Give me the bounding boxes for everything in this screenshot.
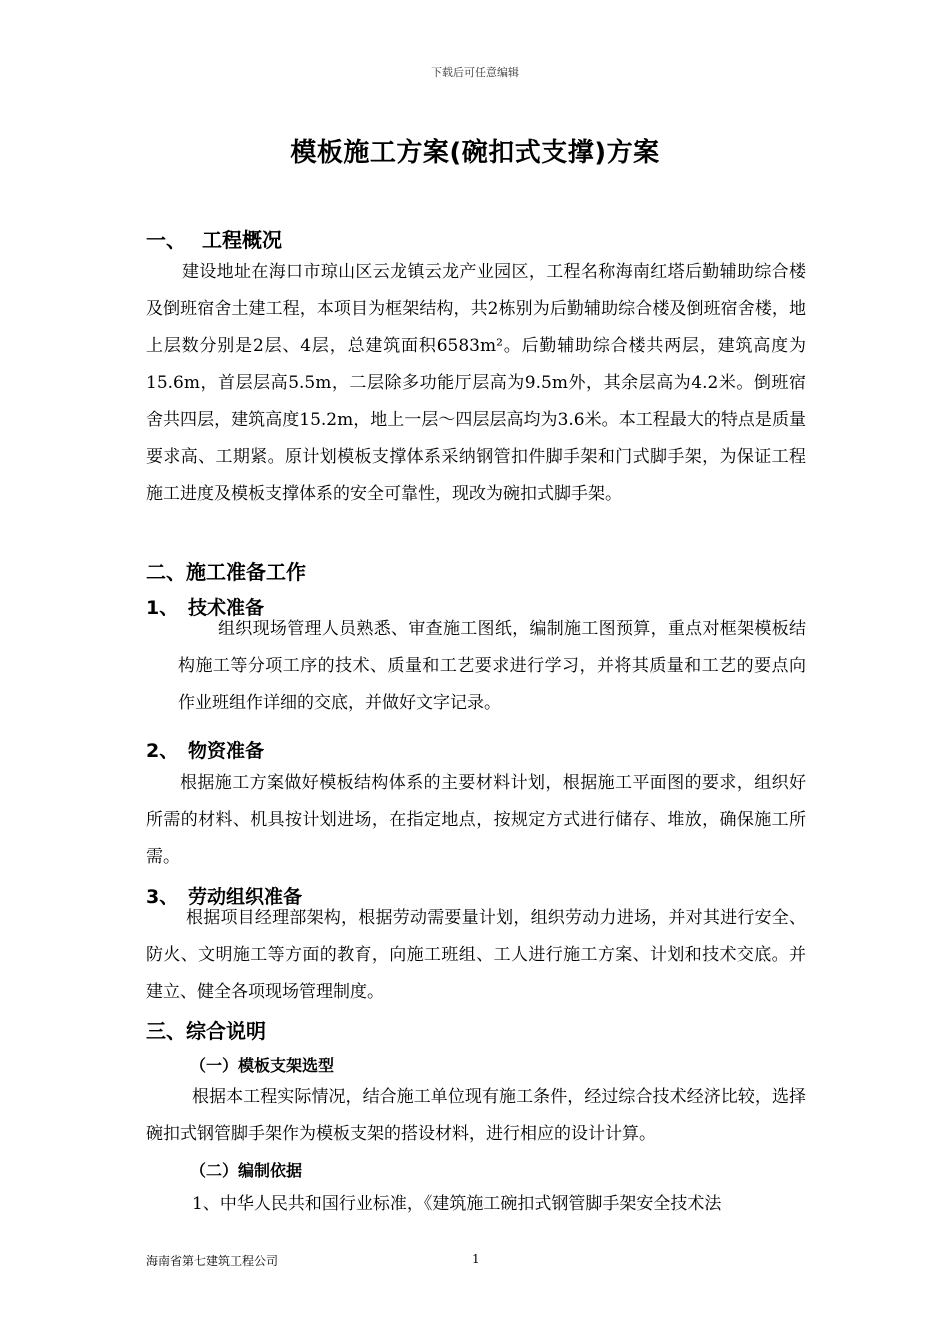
- subsection-2-3-paragraph: 根据项目经理部架构，根据劳动需要量计划，组织劳动力进场，并对其进行安全、防火、文明施工等方面的教育，向施工班组、工人进行施工方案、计划和技术交底。并建立、健全各项现场管理制度。: [146, 908, 806, 1002]
- section-2-heading: 二、施工准备工作: [146, 560, 306, 584]
- section-1-paragraph: 建设地址在海口市琼山区云龙镇云龙产业园区，工程名称海南红塔后勤辅助综合楼及倒班宿舍土建工程，本项目为框架结构，共2栋别为后勤辅助综合楼及倒班宿舍楼，地上层数分别是2层、4层，总建筑面积6583m²。后勤辅助综合楼共两层，建筑高度为15.6m，首层层高5.5m，二层除多功能厅层高为9.5m外，其余层高为4.2米。倒班宿舍共四层，建筑高度15.2m，地上一层～四层层高均为3.6米。本工程最大的特点是质量要求高、工期紧。原计划模板支撑体系采纳钢管扣件脚手架和门式脚手架，为保证工程施工进度及模板支撑体系的安全可靠性，现改为碗扣式脚手架。: [146, 262, 806, 504]
- section-1-number: 一、: [146, 228, 186, 252]
- subsection-3-2-paragraph: 1、中华人民共和国行业标准，《建筑施工碗扣式钢管脚手架安全技术法: [192, 1194, 722, 1214]
- subsection-2-2-title: 物资准备: [188, 740, 265, 762]
- header-note: 下载后可任意编辑: [431, 66, 519, 79]
- section-3-heading: 三、综合说明: [146, 1019, 266, 1043]
- subsection-2-2-number: 2、: [146, 740, 179, 762]
- subsection-2-1-number: 1、: [146, 597, 179, 619]
- document-title: 模板施工方案(碗扣式支撑)方案: [290, 138, 660, 168]
- subsection-3-2-heading: （二）编制依据: [190, 1161, 303, 1180]
- subsection-3-1-heading: （一）模板支架选型: [190, 1056, 335, 1075]
- section-1-heading: [146, 224, 282, 253]
- subsection-2-3-title: 劳动组织准备: [188, 886, 303, 908]
- subsection-2-2-heading: [146, 736, 264, 763]
- subsection-3-1-paragraph: 根据本工程实际情况，结合施工单位现有施工条件，经过综合技术经济比较，选择碗扣式钢管脚手架作为模板支架的搭设材料，进行相应的设计计算。: [146, 1087, 806, 1144]
- subsection-2-3-number: 3、: [146, 886, 179, 908]
- footer-page-number: 1: [472, 1252, 480, 1266]
- section-1-title: 工程概况: [202, 228, 282, 252]
- subsection-2-1-paragraph: 组织现场管理人员熟悉、审查施工图纸，编制施工图预算，重点对框架模板结构施工等分项工序的技术、质量和工艺要求进行学习，并将其质量和工艺的要点向作业班组作详细的交底，并做好文字记录。: [178, 619, 806, 713]
- subsection-2-2-paragraph: 根据施工方案做好模板结构体系的主要材料计划，根据施工平面图的要求，组织好所需的材料、机具按计划进场，在指定地点，按规定方式进行储存、堆放，确保施工所需。: [146, 773, 806, 867]
- footer-company: 海南省第七建筑工程公司: [146, 1254, 279, 1268]
- subsection-2-1-title: 技术准备: [188, 597, 265, 619]
